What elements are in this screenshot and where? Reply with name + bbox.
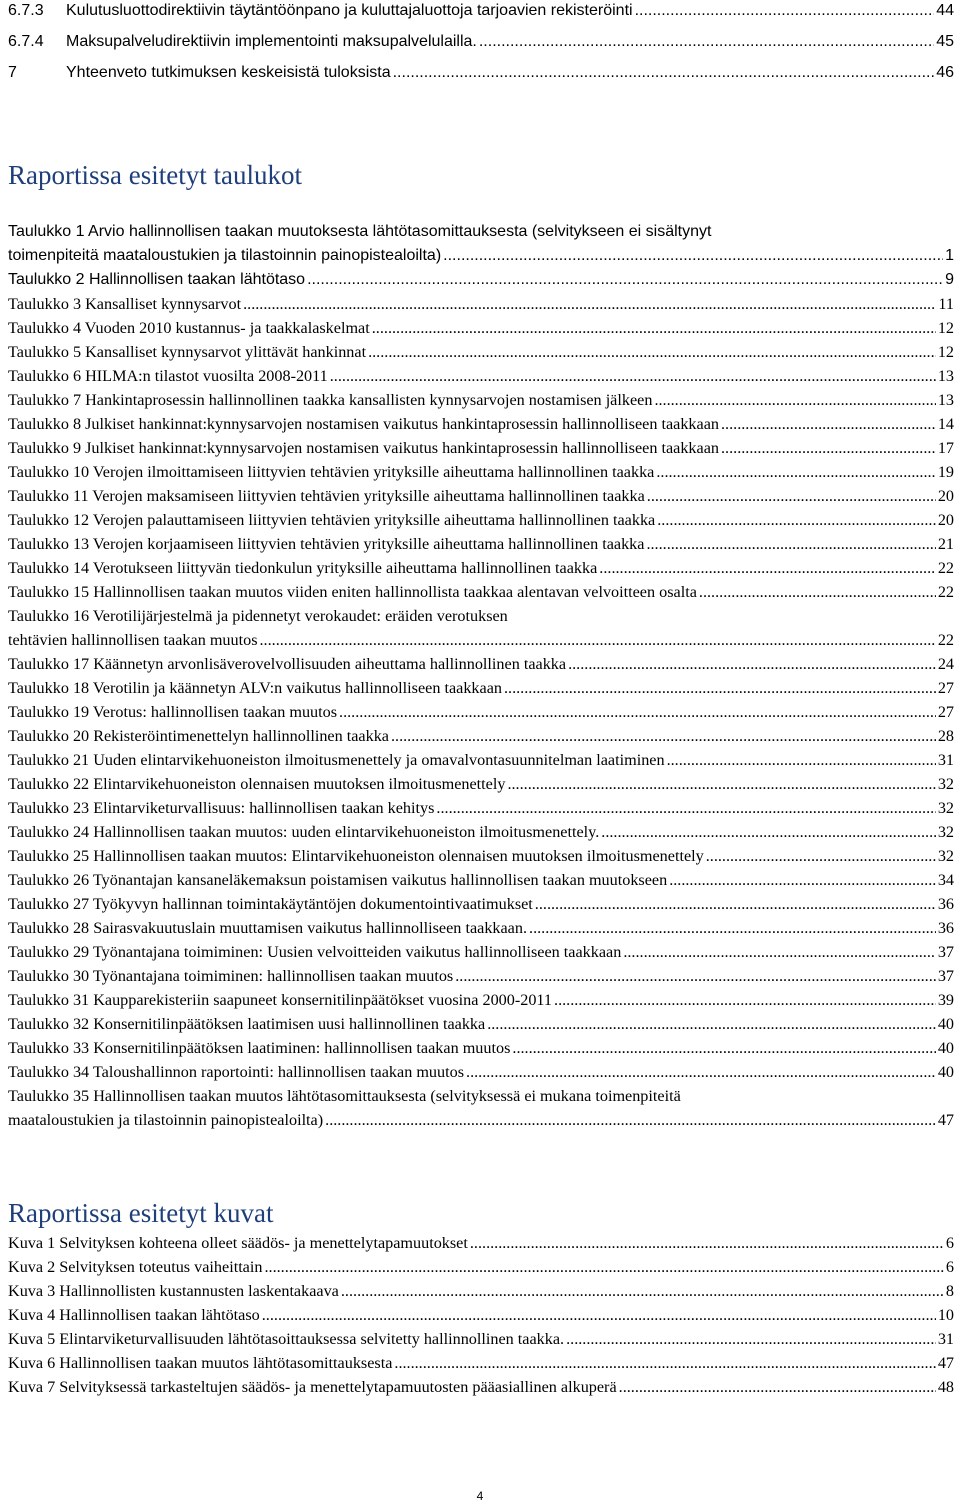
leader-dots [646, 532, 935, 556]
entry-title-line1: Taulukko 35 Hallinnollisen taakan muutos lähtötasomittauksesta (selvityksessä ei mukana toimenpiteitä [8, 1087, 681, 1105]
table-entry[interactable] [8, 436, 954, 460]
entry-title: Kuva 2 Selvityksen toteutus vaiheittain [8, 1258, 263, 1276]
table-entry[interactable] [8, 316, 954, 340]
page-ref: 13 [937, 367, 954, 385]
leader-dots [243, 292, 936, 316]
leader-dots [393, 57, 935, 88]
page-ref: 31 [937, 1330, 954, 1348]
entry-title: Taulukko 9 Julkiset hankinnat:kynnysarvojen nostamisen vaikutus hankintaprosessin hallinnolliseen taakkaan [8, 439, 719, 457]
table-entry[interactable] [8, 340, 954, 364]
entry-title: Taulukko 10 Verojen ilmoittamiseen liittyvien tehtävien yrityksille aiheuttama hallinnollinen taakka [8, 463, 655, 481]
page-ref: 31 [937, 751, 954, 769]
page-ref: 6 [945, 1258, 954, 1276]
figure-entry[interactable] [8, 1327, 954, 1351]
entry-title: Taulukko 26 Työnantajan kansaneläkemaksun poistamisen vaikutus hallinnollisen taakan muutokseen [8, 871, 668, 889]
leader-dots [656, 460, 935, 484]
table-entry[interactable] [8, 460, 954, 484]
entry-title: Kuva 5 Elintarviketurvallisuuden lähtötasoittauksessa selvitetty hallinnollinen taakka. [8, 1330, 565, 1348]
page-ref: 20 [937, 511, 954, 529]
table-entry[interactable] [8, 772, 954, 796]
page-ref: 12 [937, 343, 954, 361]
section-number: 6.7.3 [8, 2, 44, 19]
page-ref: 40 [937, 1063, 954, 1081]
entry-title: Taulukko 34 Taloushallinnon raportointi: hallinnollisen taakan muutos [8, 1063, 465, 1081]
entry-title-line2: tehtävien hallinnollisen taakan muutos [8, 631, 258, 649]
table-entry[interactable] [8, 796, 954, 820]
page-ref: 39 [937, 991, 954, 1009]
entry-title: Kuva 1 Selvityksen kohteena olleet säädös- ja menettelytapamuutokset [8, 1234, 468, 1252]
page-ref: 27 [937, 679, 954, 697]
table-entry[interactable] [8, 1084, 954, 1132]
leader-dots [264, 1255, 943, 1279]
leader-dots [535, 892, 936, 916]
figure-entry[interactable] [8, 1303, 954, 1327]
page-ref: 32 [937, 799, 954, 817]
entry-title: Kuva 3 Hallinnollisten kustannusten laskentakaava [8, 1282, 339, 1300]
leader-dots [657, 508, 936, 532]
entry-title: Taulukko 12 Verojen palauttamiseen liittyvien tehtävien yrityksille aiheuttama hallinnollinen taakka [8, 511, 656, 529]
page-ref: 20 [937, 487, 954, 505]
tables-list [8, 220, 954, 1132]
leader-dots [623, 940, 935, 964]
table-entry[interactable] [8, 916, 954, 940]
table-entry[interactable] [8, 556, 954, 580]
page-number: 4 [476, 1489, 484, 1503]
entry-title: Kuva 6 Hallinnollisen taakan muutos lähtötasomittauksesta [8, 1354, 393, 1372]
table-entry[interactable] [8, 388, 954, 412]
table-entry[interactable] [8, 364, 954, 388]
leader-dots [341, 1279, 944, 1303]
table-entry[interactable] [8, 220, 954, 268]
table-entry[interactable] [8, 748, 954, 772]
page-ref: 21 [937, 535, 954, 553]
entry-title: Taulukko 25 Hallinnollisen taakan muutos: Elintarvikehuoneiston olennaisen muutoksen ilmoitusmenettely [8, 847, 704, 865]
page-ref: 14 [937, 415, 954, 433]
table-entry[interactable] [8, 724, 954, 748]
leader-dots [391, 724, 936, 748]
page-ref: 24 [937, 655, 954, 673]
leader-dots [512, 1036, 935, 1060]
table-entry[interactable] [8, 580, 954, 604]
table-entry[interactable] [8, 892, 954, 916]
leader-dots [568, 652, 936, 676]
leader-dots [706, 844, 936, 868]
table-entry[interactable] [8, 292, 954, 316]
entry-title: Taulukko 21 Uuden elintarvikehuoneiston ilmoitusmenettely ja omavalvontasuunnitelman laatiminen [8, 751, 665, 769]
entry-title: Taulukko 14 Verotukseen liittyvän tiedonkulun yrityksille aiheuttama hallinnollinen taakka [8, 559, 598, 577]
table-entry[interactable] [8, 268, 954, 292]
leader-dots [339, 700, 936, 724]
leader-dots [601, 820, 936, 844]
entry-title: Taulukko 19 Verotus: hallinnollisen taakan muutos [8, 703, 338, 721]
page-ref: 44 [936, 2, 954, 19]
leader-dots [394, 1351, 935, 1375]
figures-list [8, 1231, 954, 1399]
entry-title: Taulukko 4 Vuoden 2010 kustannus- ja taakkalaskelmat [8, 319, 370, 337]
page-ref: 37 [937, 943, 954, 961]
table-entry[interactable] [8, 940, 954, 964]
page-ref: 13 [937, 391, 954, 409]
leader-dots [507, 772, 935, 796]
section-title: Kulutusluottodirektiivin täytäntöönpano ja kuluttajaluottoja tarjoavien rekisteröinti [66, 2, 633, 19]
page-ref: 32 [937, 775, 954, 793]
table-entry[interactable] [8, 484, 954, 508]
leader-dots [470, 1231, 944, 1255]
toc-entry[interactable] [8, 26, 954, 57]
page-ref: 12 [937, 319, 954, 337]
leader-dots [669, 868, 936, 892]
leader-dots [635, 0, 935, 26]
leader-dots [368, 340, 936, 364]
table-entry[interactable] [8, 412, 954, 436]
table-entry[interactable] [8, 676, 954, 700]
leader-dots [529, 916, 936, 940]
page-ref: 34 [937, 871, 954, 889]
table-entry[interactable] [8, 532, 954, 556]
entry-title: Taulukko 18 Verotilin ja käännetyn ALV:n vaikutus hallinnolliseen taakkaan [8, 679, 502, 697]
entry-title-line2: maataloustukien ja tilastoinnin painopistealoilta) [8, 1111, 324, 1129]
entry-title: Taulukko 7 Hankintaprosessin hallinnollinen taakka kansallisten kynnysarvojen nostamisen jälkeen [8, 391, 653, 409]
page-ref: 17 [937, 439, 954, 457]
leader-dots [619, 1375, 936, 1399]
leader-dots [699, 580, 936, 604]
page-ref: 10 [937, 1306, 954, 1324]
tables-heading: Raportissa esitetyt taulukot [8, 160, 302, 190]
table-entry[interactable] [8, 700, 954, 724]
entry-title-line1: Taulukko 1 Arvio hallinnollisen taakan muutoksesta lähtötasomittauksesta (selvitykseen ei sisältynyt [8, 223, 712, 240]
entry-title: Taulukko 27 Työkyvyn hallinnan toimintakäytäntöjen dokumentointivaatimukset [8, 895, 533, 913]
figure-entry[interactable] [8, 1351, 954, 1375]
table-entry[interactable] [8, 988, 954, 1012]
table-entry[interactable] [8, 868, 954, 892]
page-ref: 8 [945, 1282, 954, 1300]
entry-title: Taulukko 13 Verojen korjaamiseen liittyvien tehtävien yrityksille aiheuttama hallinnollinen taakka [8, 535, 645, 553]
leader-dots [554, 988, 936, 1012]
leader-dots [654, 388, 935, 412]
leader-dots [479, 26, 934, 57]
entry-title: Taulukko 2 Hallinnollisen taakan lähtötaso [8, 271, 306, 288]
entry-title: Taulukko 11 Verojen maksamiseen liittyvien tehtävien yrityksille aiheuttama hallinnollinen taakka [8, 487, 645, 505]
figure-entry[interactable] [8, 1255, 954, 1279]
section-number: 7 [8, 64, 17, 81]
page-ref: 28 [937, 727, 954, 745]
entry-title: Kuva 4 Hallinnollisen taakan lähtötaso [8, 1306, 260, 1324]
leader-dots [487, 1012, 936, 1036]
entry-title: Taulukko 24 Hallinnollisen taakan muutos: uuden elintarvikehuoneiston ilmoitusmenettely. [8, 823, 600, 841]
page-ref: 11 [938, 295, 954, 313]
figure-entry[interactable] [8, 1375, 954, 1399]
section-title: Maksupalveludirektiivin implementointi maksupalvelulailla. [66, 33, 477, 50]
page-ref: 9 [945, 271, 954, 288]
page-ref: 46 [936, 64, 954, 81]
entry-title: Taulukko 3 Kansalliset kynnysarvot [8, 295, 242, 313]
page-ref: 45 [936, 33, 954, 50]
entry-title: Taulukko 6 HILMA:n tilastot vuosilta 2008-2011 [8, 367, 328, 385]
figure-entry[interactable] [8, 1279, 954, 1303]
leader-dots [721, 412, 936, 436]
leader-dots [436, 796, 935, 820]
table-entry[interactable] [8, 508, 954, 532]
entry-title-line2: toimenpiteitä maataloustukien ja tilastoinnin painopistealoilta) [8, 247, 442, 264]
figure-entry[interactable] [8, 1231, 954, 1255]
page-ref: 37 [937, 967, 954, 985]
toc-entry[interactable] [8, 57, 954, 88]
page-ref: 48 [937, 1378, 954, 1396]
page-ref: 32 [937, 823, 954, 841]
page-ref: 22 [937, 583, 954, 601]
entry-title: Taulukko 33 Konsernitilinpäätöksen laatiminen: hallinnollisen taakan muutos [8, 1039, 511, 1057]
entry-title: Taulukko 28 Sairasvakuutuslain muuttamisen vaikutus hallinnolliseen taakkaan. [8, 919, 528, 937]
leader-dots [599, 556, 936, 580]
entry-title: Taulukko 15 Hallinnollisen taakan muutos viiden eniten hallinnollista taakkaa alentavan velvoitteen osalta [8, 583, 697, 601]
page-ref: 47 [937, 1111, 954, 1129]
entry-title: Taulukko 20 Rekisteröintimenettelyn hallinnollinen taakka [8, 727, 389, 745]
page-ref: 22 [937, 559, 954, 577]
leader-dots [307, 268, 943, 292]
page-ref: 27 [937, 703, 954, 721]
entry-title: Taulukko 29 Työnantajana toimiminen: Uusien velvoitteiden vaikutus hallinnolliseen taakkaan [8, 943, 622, 961]
page-ref: 40 [937, 1039, 954, 1057]
page-ref: 1 [945, 247, 954, 264]
leader-dots [260, 628, 936, 652]
entry-title: Kuva 7 Selvityksessä tarkasteltujen säädös- ja menettelytapamuutosten pääasiallinen alkuperä [8, 1378, 617, 1396]
entry-title: Taulukko 30 Työnantajana toimiminen: hallinnollisen taakan muutos [8, 967, 454, 985]
table-entry[interactable] [8, 844, 954, 868]
page-ref: 22 [937, 631, 954, 649]
entry-title: Taulukko 32 Konsernitilinpäätöksen laatimisen uusi hallinnollinen taakka [8, 1015, 486, 1033]
entry-title: Taulukko 31 Kaupparekisteriin saapuneet konsernitilinpäätökset vuosina 2000-2011 [8, 991, 553, 1009]
table-entry[interactable] [8, 820, 954, 844]
entry-title: Taulukko 23 Elintarviketurvallisuus: hallinnollisen taakan kehitys [8, 799, 435, 817]
figures-heading: Raportissa esitetyt kuvat [8, 1198, 274, 1228]
section-toc [8, 0, 954, 88]
leader-dots [504, 676, 936, 700]
table-entry[interactable] [8, 604, 954, 652]
page-ref: 6 [945, 1234, 954, 1252]
leader-dots [262, 1303, 936, 1327]
table-entry[interactable] [8, 1036, 954, 1060]
entry-title: Taulukko 8 Julkiset hankinnat:kynnysarvojen nostamisen vaikutus hankintaprosessin hallinnolliseen taakkaan [8, 415, 719, 433]
entry-title: Taulukko 5 Kansalliset kynnysarvot ylittävät hankinnat [8, 343, 367, 361]
leader-dots [647, 484, 936, 508]
page-ref: 36 [937, 895, 954, 913]
leader-dots [566, 1327, 936, 1351]
table-entry[interactable] [8, 964, 954, 988]
page-ref: 19 [937, 463, 954, 481]
page-ref: 47 [937, 1354, 954, 1372]
leader-dots [372, 316, 936, 340]
table-entry[interactable] [8, 1012, 954, 1036]
page-ref: 36 [937, 919, 954, 937]
leader-dots [330, 364, 936, 388]
table-entry[interactable] [8, 652, 954, 676]
entry-title-line1: Taulukko 16 Verotilijärjestelmä ja pidennetyt verokaudet: eräiden verotuksen [8, 607, 508, 625]
table-entry[interactable] [8, 1060, 954, 1084]
leader-dots [325, 1108, 936, 1132]
entry-title: Taulukko 17 Käännetyn arvonlisäverovelvollisuuden aiheuttama hallinnollinen taakka [8, 655, 567, 673]
leader-dots [721, 436, 936, 460]
toc-entry[interactable] [8, 0, 954, 26]
page-ref: 32 [937, 847, 954, 865]
section-title: Yhteenveto tutkimuksen keskeisistä tuloksista [66, 64, 391, 81]
page-ref: 40 [937, 1015, 954, 1033]
entry-title: Taulukko 22 Elintarvikehuoneiston olennaisen muutoksen ilmoitusmenettely [8, 775, 506, 793]
leader-dots [455, 964, 936, 988]
leader-dots [667, 748, 936, 772]
section-number: 6.7.4 [8, 33, 44, 50]
leader-dots [466, 1060, 936, 1084]
leader-dots [443, 244, 943, 268]
